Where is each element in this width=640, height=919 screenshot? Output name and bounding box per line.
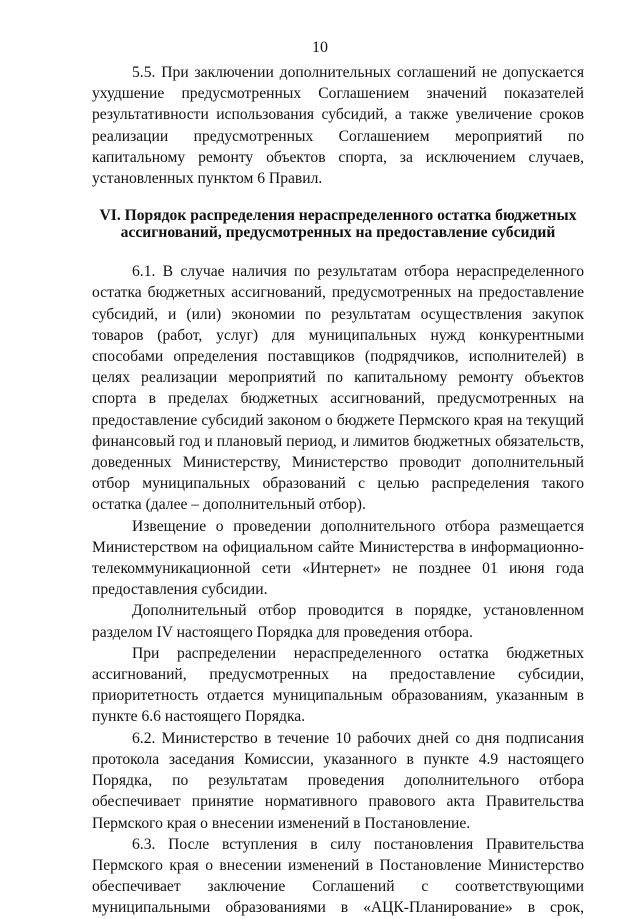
paragraph-5-5: 5.5. При заключении дополнительных соглашений не допускается ухудшение предусмотренных Соглашением значений показателей результативности использования субсидий, а также увеличение сроков реализации предусмотренных Соглашением мероприятий по капитальному ремонту объектов спорта, за исключением случаев, установленных пунктом 6 Правил. bbox=[92, 64, 584, 188]
paragraph-notice: Извещение о проведении дополнительного отбора размещается Министерством на официальном сайте Министерства в информационно-телекоммуникационной сети «Интернет» не позднее 01 июня года предоставления субсидии. bbox=[92, 517, 584, 599]
document-body bbox=[92, 62, 584, 919]
paragraph-6-3: 6.3. После вступления в силу постановления Правительства Пермского края о внесении изменений в Постановление Министерство обеспечивает заключение Соглашений с соответствующими муниципальными образованиями в «АЦК-Планирование» в срок, bbox=[92, 835, 584, 917]
page-number: 10 bbox=[312, 39, 328, 56]
paragraph-priority: При распределении нераспределенного остатка бюджетных ассигнований, предусмотренных на предоставление субсидии, приоритетность отдается муниципальным образованиям, указанным в пункте 6.6 настоящего Порядка. bbox=[92, 644, 584, 726]
section-heading-vi: VI. Порядок распределения нераспределенного остатка бюджетных ассигнований, предусмотренных на предоставление субсидий bbox=[99, 207, 577, 242]
paragraph-6-2: 6.2. Министерство в течение 10 рабочих дней со дня подписания протокола заседания Комиссии, указанного в пункте 4.9 настоящего Порядка, по результатам проведения дополнительного отбора обеспечивает принятие нормативного правового акта Правительства Пермского края о внесении изменений в Постановление. bbox=[92, 729, 584, 832]
paragraph-6-1: 6.1. В случае наличия по результатам отбора нераспределенного остатка бюджетных ассигнований, предусмотренных на предоставление субсидий, и (или) экономии по результатам осуществления закупок товаров (работ, услуг) для муниципальных нужд конкурентными способами определения поставщиков (подрядчиков, исполнителей) в целях реализации мероприятий по капитальному ремонту объектов спорта в пределах бюджетных ассигнований, предусмотренных на предоставление субсидий законом о бюджете Пермского края на текущий финансовый год и плановый период, и лимитов бюджетных обязательств, доведенных Министерству, Министерство проводит дополнительный отбор муниципальных образований с целью распределения такого остатка (далее – дополнительный отбор). bbox=[92, 263, 584, 514]
paragraph-additional-selection: Дополнительный отбор проводится в порядке, установленном разделом IV настоящего Порядка для проведения отбора. bbox=[92, 602, 584, 641]
